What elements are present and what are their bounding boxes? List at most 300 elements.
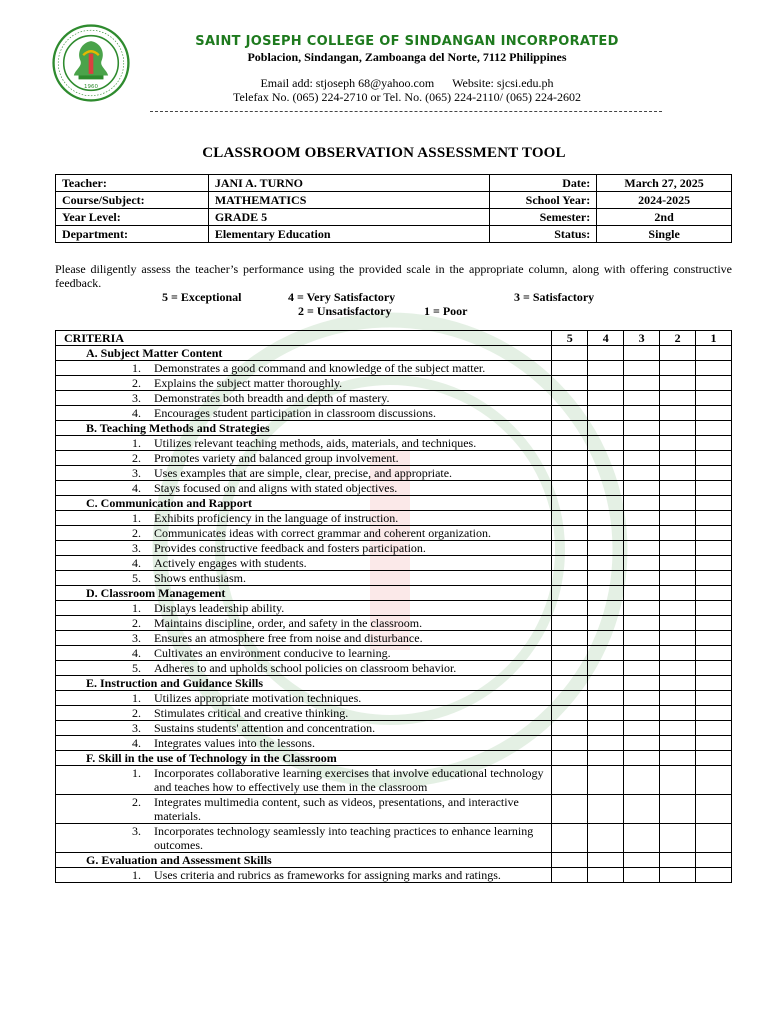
criterion-cell (56, 868, 552, 883)
score-cell-4[interactable] (588, 556, 624, 571)
section-score-cell (552, 751, 588, 766)
section-score-cell (696, 853, 732, 868)
criterion-row (56, 451, 732, 466)
criterion-text: Maintains discipline, order, and safety in the classroom. (154, 616, 423, 630)
score-header-1: 1 (696, 331, 732, 346)
score-cell-2[interactable] (660, 541, 696, 556)
scale-3: 3 = Satisfactory (514, 290, 595, 304)
score-cell-1[interactable] (696, 691, 732, 706)
criterion-cell (56, 511, 552, 526)
score-cell-1[interactable] (696, 824, 732, 853)
criterion-cell (56, 466, 552, 481)
score-cell-1[interactable] (696, 736, 732, 751)
criterion-row (56, 601, 732, 616)
score-cell-2[interactable] (660, 766, 696, 795)
section-score-cell (588, 676, 624, 691)
criterion-number: 1. (132, 766, 141, 780)
score-cell-4[interactable] (588, 451, 624, 466)
criterion-cell (56, 601, 552, 616)
score-cell-3[interactable] (624, 766, 660, 795)
section-score-cell (552, 421, 588, 436)
criterion-number: 3. (132, 631, 141, 645)
criterion-text: Incorporates collaborative learning exercises that involve educational technology and teaches how to effectively use them in the classroom (154, 766, 544, 794)
score-cell-4[interactable] (588, 511, 624, 526)
section-score-cell (660, 586, 696, 601)
score-cell-3[interactable] (624, 466, 660, 481)
criterion-number: 3. (132, 824, 141, 838)
score-cell-3[interactable] (624, 436, 660, 451)
section-row (56, 751, 732, 766)
score-cell-3[interactable] (624, 541, 660, 556)
section-row (56, 586, 732, 601)
criterion-row (56, 706, 732, 721)
score-cell-5[interactable] (552, 481, 588, 496)
email-text: Email add: stjoseph 68@yahoo.com (260, 76, 435, 90)
score-cell-4[interactable] (588, 766, 624, 795)
scale-4: 4 = Very Satisfactory (288, 290, 396, 304)
score-cell-1[interactable] (696, 766, 732, 795)
criterion-text: Adheres to and upholds school policies on classroom behavior. (154, 661, 457, 675)
section-score-cell (696, 586, 732, 601)
section-score-cell (624, 496, 660, 511)
score-cell-3[interactable] (624, 824, 660, 853)
section-title: D. Classroom Management (56, 586, 552, 601)
score-cell-2[interactable] (660, 391, 696, 406)
scale-2: 2 = Unsatisfactory (298, 304, 392, 318)
score-cell-2[interactable] (660, 556, 696, 571)
criteria-table (55, 330, 732, 883)
section-row (56, 346, 732, 361)
section-score-cell (552, 676, 588, 691)
score-cell-3[interactable] (624, 631, 660, 646)
score-cell-2[interactable] (660, 661, 696, 676)
section-score-cell (660, 676, 696, 691)
section-score-cell (552, 586, 588, 601)
criterion-cell (56, 556, 552, 571)
score-cell-4[interactable] (588, 481, 624, 496)
score-cell-5[interactable] (552, 706, 588, 721)
score-cell-5[interactable] (552, 631, 588, 646)
criteria-body (56, 346, 732, 883)
score-cell-3[interactable] (624, 391, 660, 406)
criterion-text: Integrates multimedia content, such as videos, presentations, and interactive materials. (154, 795, 519, 823)
criterion-cell (56, 706, 552, 721)
criterion-row (56, 824, 732, 853)
criterion-number: 2. (132, 526, 141, 540)
score-cell-1[interactable] (696, 451, 732, 466)
score-cell-5[interactable] (552, 571, 588, 586)
criterion-row (56, 795, 732, 824)
criterion-text: Shows enthusiasm. (154, 571, 247, 585)
criterion-number: 4. (132, 556, 141, 570)
section-score-cell (624, 421, 660, 436)
score-cell-1[interactable] (696, 868, 732, 883)
section-score-cell (696, 676, 732, 691)
score-cell-5[interactable] (552, 391, 588, 406)
score-cell-3[interactable] (624, 451, 660, 466)
score-cell-4[interactable] (588, 361, 624, 376)
section-score-cell (660, 751, 696, 766)
section-score-cell (588, 496, 624, 511)
score-cell-2[interactable] (660, 601, 696, 616)
department-label: Department: (56, 226, 209, 243)
score-cell-5[interactable] (552, 526, 588, 541)
instructions-text: Please diligently assess the teacher’s performance using the provided scale in the appropriate column, along with offering constructive feedback. (55, 262, 732, 290)
criterion-number: 1. (132, 691, 141, 705)
criterion-text: Uses criteria and rubrics as frameworks for assigning marks and ratings. (154, 868, 501, 882)
score-cell-2[interactable] (660, 706, 696, 721)
score-cell-5[interactable] (552, 721, 588, 736)
score-cell-5[interactable] (552, 616, 588, 631)
criterion-text: Communicates ideas with correct grammar and coherent organization. (154, 526, 491, 540)
score-cell-3[interactable] (624, 868, 660, 883)
department-value: Elementary Education (208, 226, 490, 243)
section-score-cell (588, 586, 624, 601)
section-score-cell (552, 853, 588, 868)
score-cell-1[interactable] (696, 526, 732, 541)
score-cell-3[interactable] (624, 361, 660, 376)
score-cell-3[interactable] (624, 616, 660, 631)
score-cell-5[interactable] (552, 691, 588, 706)
criterion-text: Demonstrates both breadth and depth of mastery. (154, 391, 390, 405)
info-row (56, 209, 732, 226)
score-cell-3[interactable] (624, 661, 660, 676)
school-address: Poblacion, Sindangan, Zamboanga del Norte, 7112 Philippines (247, 50, 567, 64)
score-cell-5[interactable] (552, 824, 588, 853)
criterion-cell (56, 406, 552, 421)
score-cell-2[interactable] (660, 451, 696, 466)
section-row (56, 853, 732, 868)
score-cell-1[interactable] (696, 406, 732, 421)
score-cell-1[interactable] (696, 466, 732, 481)
score-cell-4[interactable] (588, 376, 624, 391)
criterion-number: 1. (132, 601, 141, 615)
score-cell-2[interactable] (660, 868, 696, 883)
score-cell-4[interactable] (588, 436, 624, 451)
score-header-5: 5 (552, 331, 588, 346)
score-cell-4[interactable] (588, 466, 624, 481)
section-row (56, 496, 732, 511)
criterion-row (56, 391, 732, 406)
criterion-row (56, 481, 732, 496)
criterion-text: Encourages student participation in classroom discussions. (154, 406, 436, 420)
criterion-row (56, 571, 732, 586)
criterion-row (56, 361, 732, 376)
svg-text:1960: 1960 (84, 83, 98, 90)
criterion-number: 2. (132, 616, 141, 630)
score-cell-2[interactable] (660, 721, 696, 736)
criterion-row (56, 721, 732, 736)
score-cell-1[interactable] (696, 541, 732, 556)
score-cell-5[interactable] (552, 406, 588, 421)
score-cell-2[interactable] (660, 406, 696, 421)
score-cell-3[interactable] (624, 601, 660, 616)
score-cell-4[interactable] (588, 868, 624, 883)
score-cell-1[interactable] (696, 571, 732, 586)
section-row (56, 676, 732, 691)
contact-line (142, 76, 672, 91)
criterion-cell (56, 824, 552, 853)
school-year-value: 2024-2025 (597, 192, 732, 209)
score-cell-2[interactable] (660, 616, 696, 631)
score-cell-2[interactable] (660, 526, 696, 541)
criterion-row (56, 406, 732, 421)
score-cell-3[interactable] (624, 736, 660, 751)
criterion-number: 4. (132, 406, 141, 420)
criterion-text: Incorporates technology seamlessly into teaching practices to enhance learning outcomes. (154, 824, 534, 852)
criterion-row (56, 691, 732, 706)
score-cell-1[interactable] (696, 601, 732, 616)
score-cell-2[interactable] (660, 436, 696, 451)
criterion-cell (56, 646, 552, 661)
score-cell-4[interactable] (588, 824, 624, 853)
score-cell-3[interactable] (624, 481, 660, 496)
score-cell-2[interactable] (660, 511, 696, 526)
score-cell-2[interactable] (660, 824, 696, 853)
score-cell-3[interactable] (624, 571, 660, 586)
year-level-label: Year Level: (56, 209, 209, 226)
status-label: Status: (490, 226, 597, 243)
section-score-cell (552, 496, 588, 511)
score-header-2: 2 (660, 331, 696, 346)
score-cell-2[interactable] (660, 466, 696, 481)
criterion-number: 3. (132, 391, 141, 405)
score-cell-3[interactable] (624, 511, 660, 526)
score-cell-4[interactable] (588, 736, 624, 751)
criterion-cell (56, 571, 552, 586)
score-cell-5[interactable] (552, 511, 588, 526)
score-cell-1[interactable] (696, 616, 732, 631)
course-label: Course/Subject: (56, 192, 209, 209)
criterion-cell (56, 376, 552, 391)
section-score-cell (624, 346, 660, 361)
section-title: A. Subject Matter Content (56, 346, 552, 361)
score-cell-4[interactable] (588, 691, 624, 706)
score-cell-2[interactable] (660, 795, 696, 824)
criterion-number: 1. (132, 511, 141, 525)
score-cell-4[interactable] (588, 526, 624, 541)
teacher-label: Teacher: (56, 175, 209, 192)
section-score-cell (552, 346, 588, 361)
criteria-header-row (56, 331, 732, 346)
criterion-text: Explains the subject matter thoroughly. (154, 376, 343, 390)
score-cell-5[interactable] (552, 795, 588, 824)
score-cell-3[interactable] (624, 706, 660, 721)
header-divider (150, 111, 662, 112)
score-cell-4[interactable] (588, 601, 624, 616)
score-cell-5[interactable] (552, 361, 588, 376)
date-label: Date: (490, 175, 597, 192)
section-score-cell (660, 853, 696, 868)
criterion-row (56, 736, 732, 751)
score-cell-2[interactable] (660, 571, 696, 586)
score-cell-4[interactable] (588, 795, 624, 824)
score-cell-5[interactable] (552, 451, 588, 466)
criterion-text: Promotes variety and balanced group involvement. (154, 451, 399, 465)
criterion-cell (56, 361, 552, 376)
website-text: Website: sjcsi.edu.ph (452, 76, 554, 90)
score-cell-4[interactable] (588, 721, 624, 736)
school-year-label: School Year: (490, 192, 597, 209)
score-cell-1[interactable] (696, 511, 732, 526)
criterion-number: 1. (132, 361, 141, 375)
score-cell-1[interactable] (696, 376, 732, 391)
criterion-row (56, 616, 732, 631)
score-cell-4[interactable] (588, 616, 624, 631)
criterion-number: 5. (132, 661, 141, 675)
criterion-row (56, 661, 732, 676)
semester-label: Semester: (490, 209, 597, 226)
score-cell-2[interactable] (660, 691, 696, 706)
criterion-text: Displays leadership ability. (154, 601, 285, 615)
section-score-cell (624, 751, 660, 766)
document-title: CLASSROOM OBSERVATION ASSESSMENT TOOL (202, 145, 566, 161)
score-cell-2[interactable] (660, 736, 696, 751)
criterion-number: 1. (132, 868, 141, 882)
score-cell-1[interactable] (696, 631, 732, 646)
criterion-row (56, 766, 732, 795)
score-header-3: 3 (624, 331, 660, 346)
criterion-number: 4. (132, 736, 141, 750)
score-cell-2[interactable] (660, 361, 696, 376)
score-cell-5[interactable] (552, 868, 588, 883)
score-cell-1[interactable] (696, 361, 732, 376)
criterion-cell (56, 451, 552, 466)
score-cell-5[interactable] (552, 766, 588, 795)
score-cell-4[interactable] (588, 631, 624, 646)
scale-5: 5 = Exceptional (162, 290, 242, 304)
semester-value: 2nd (597, 209, 732, 226)
score-cell-3[interactable] (624, 721, 660, 736)
score-cell-4[interactable] (588, 571, 624, 586)
score-cell-5[interactable] (552, 376, 588, 391)
score-cell-2[interactable] (660, 646, 696, 661)
score-cell-4[interactable] (588, 661, 624, 676)
score-cell-4[interactable] (588, 391, 624, 406)
score-cell-5[interactable] (552, 601, 588, 616)
score-cell-4[interactable] (588, 706, 624, 721)
score-cell-1[interactable] (696, 661, 732, 676)
score-cell-1[interactable] (696, 646, 732, 661)
criterion-cell (56, 391, 552, 406)
criterion-cell (56, 766, 552, 795)
score-cell-5[interactable] (552, 466, 588, 481)
criterion-text: Sustains students' attention and concentration. (154, 721, 376, 735)
score-cell-1[interactable] (696, 721, 732, 736)
criterion-cell (56, 436, 552, 451)
teacher-value: JANI A. TURNO (208, 175, 490, 192)
section-title: B. Teaching Methods and Strategies (56, 421, 552, 436)
score-cell-1[interactable] (696, 391, 732, 406)
criterion-number: 3. (132, 541, 141, 555)
criterion-cell (56, 526, 552, 541)
score-cell-3[interactable] (624, 376, 660, 391)
criterion-number: 1. (132, 436, 141, 450)
section-score-cell (696, 421, 732, 436)
school-name: SAINT JOSEPH COLLEGE OF SINDANGAN INCORPORATED (195, 34, 619, 49)
score-cell-1[interactable] (696, 481, 732, 496)
score-cell-5[interactable] (552, 646, 588, 661)
section-score-cell (588, 421, 624, 436)
section-score-cell (624, 676, 660, 691)
telefax-line: Telefax No. (065) 224-2710 or Tel. No. (065) 224-2110/ (065) 224-2602 (233, 90, 581, 104)
section-score-cell (588, 346, 624, 361)
school-logo (52, 24, 130, 102)
score-cell-2[interactable] (660, 481, 696, 496)
score-cell-5[interactable] (552, 556, 588, 571)
criterion-number: 2. (132, 376, 141, 390)
score-cell-3[interactable] (624, 795, 660, 824)
criterion-text: Provides constructive feedback and fosters participation. (154, 541, 426, 555)
info-row (56, 226, 732, 243)
criterion-number: 2. (132, 451, 141, 465)
criterion-row (56, 556, 732, 571)
criterion-text: Uses examples that are simple, clear, precise, and appropriate. (154, 466, 453, 480)
criterion-row (56, 631, 732, 646)
teacher-info-table (55, 174, 732, 243)
criterion-cell (56, 616, 552, 631)
criterion-number: 4. (132, 481, 141, 495)
score-cell-1[interactable] (696, 795, 732, 824)
criterion-text: Exhibits proficiency in the language of instruction. (154, 511, 399, 525)
section-score-cell (624, 586, 660, 601)
criterion-text: Utilizes relevant teaching methods, aids, materials, and techniques. (154, 436, 477, 450)
criterion-number: 5. (132, 571, 141, 585)
criterion-row (56, 646, 732, 661)
score-cell-2[interactable] (660, 376, 696, 391)
score-cell-3[interactable] (624, 556, 660, 571)
score-cell-1[interactable] (696, 556, 732, 571)
score-cell-4[interactable] (588, 646, 624, 661)
section-score-cell (696, 496, 732, 511)
criteria-header: CRITERIA (56, 331, 552, 346)
score-cell-2[interactable] (660, 631, 696, 646)
scale-1: 1 = Poor (424, 304, 468, 318)
score-cell-3[interactable] (624, 646, 660, 661)
criterion-row (56, 436, 732, 451)
score-cell-3[interactable] (624, 526, 660, 541)
section-score-cell (660, 346, 696, 361)
score-cell-5[interactable] (552, 541, 588, 556)
section-score-cell (588, 751, 624, 766)
criterion-text: Stays focused on and aligns with stated objectives. (154, 481, 398, 495)
score-header-4: 4 (588, 331, 624, 346)
criterion-text: Integrates values into the lessons. (154, 736, 315, 750)
score-cell-5[interactable] (552, 436, 588, 451)
section-score-cell (696, 346, 732, 361)
criterion-row (56, 526, 732, 541)
score-cell-5[interactable] (552, 736, 588, 751)
criterion-number: 4. (132, 646, 141, 660)
score-cell-4[interactable] (588, 541, 624, 556)
criterion-cell (56, 721, 552, 736)
criterion-row (56, 511, 732, 526)
score-cell-1[interactable] (696, 436, 732, 451)
score-cell-3[interactable] (624, 691, 660, 706)
info-row (56, 192, 732, 209)
section-row (56, 421, 732, 436)
score-cell-3[interactable] (624, 406, 660, 421)
criterion-text: Actively engages with students. (154, 556, 307, 570)
criterion-cell (56, 691, 552, 706)
score-cell-1[interactable] (696, 706, 732, 721)
section-score-cell (660, 421, 696, 436)
score-cell-5[interactable] (552, 661, 588, 676)
criterion-text: Demonstrates a good command and knowledge of the subject matter. (154, 361, 486, 375)
criterion-row (56, 466, 732, 481)
section-score-cell (696, 751, 732, 766)
score-cell-4[interactable] (588, 406, 624, 421)
